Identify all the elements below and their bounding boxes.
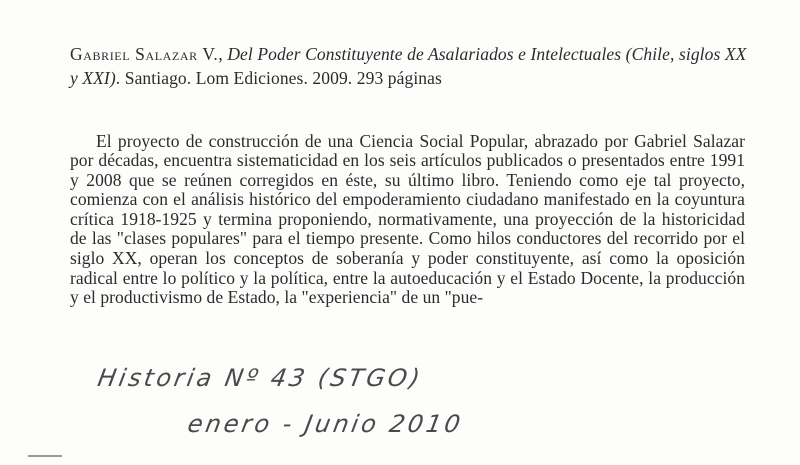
bibliographic-citation: Gabriel Salazar V., Del Poder Constituyente de Asalariados e Intelectuales (Chile, siglos XX y XXI). Santiago. Lom Ediciones. 2009. 293 páginas xyxy=(70,44,747,88)
scan-mark xyxy=(28,455,62,457)
citation-author: Gabriel Salazar V. xyxy=(70,44,219,64)
citation-title: Del Poder Constituyente de Asalariados e Intelectuales (Chile, siglos XX y XXI) xyxy=(70,44,747,88)
handwritten-note-date: enero - Junio 2010 xyxy=(185,410,466,438)
review-body-paragraph: El proyecto de construcción de una Ciencia Social Popular, abrazado por Gabriel Salazar por décadas, encuentra sistematicidad en los seis artículos publicados o presentados entre 1991 y 2008 que se reúnen corregidos en éste, su último libro. Teniendo como eje tal proyecto, comienza con el análisis histórico del empoderamiento ciudadano manifestado en la coyuntura crítica 1918-1925 y termina proponiendo, normativamente, una proyección de la historicidad de las "clases populares" para el tiempo presente. Como hilos conductores del recorrido por el siglo XX, operan los conceptos de soberanía y poder constituyente, así como la oposición radical entre lo político y la política, entre la autoeducación y el Estado Docente, la producción y el productivismo de Estado, la "experiencia" de un "pue- xyxy=(70,130,745,308)
citation-publication-details: . Santiago. Lom Ediciones. 2009. 293 páginas xyxy=(115,68,442,88)
handwritten-note-journal: Historia Nº 43 (STGO) xyxy=(95,364,425,392)
